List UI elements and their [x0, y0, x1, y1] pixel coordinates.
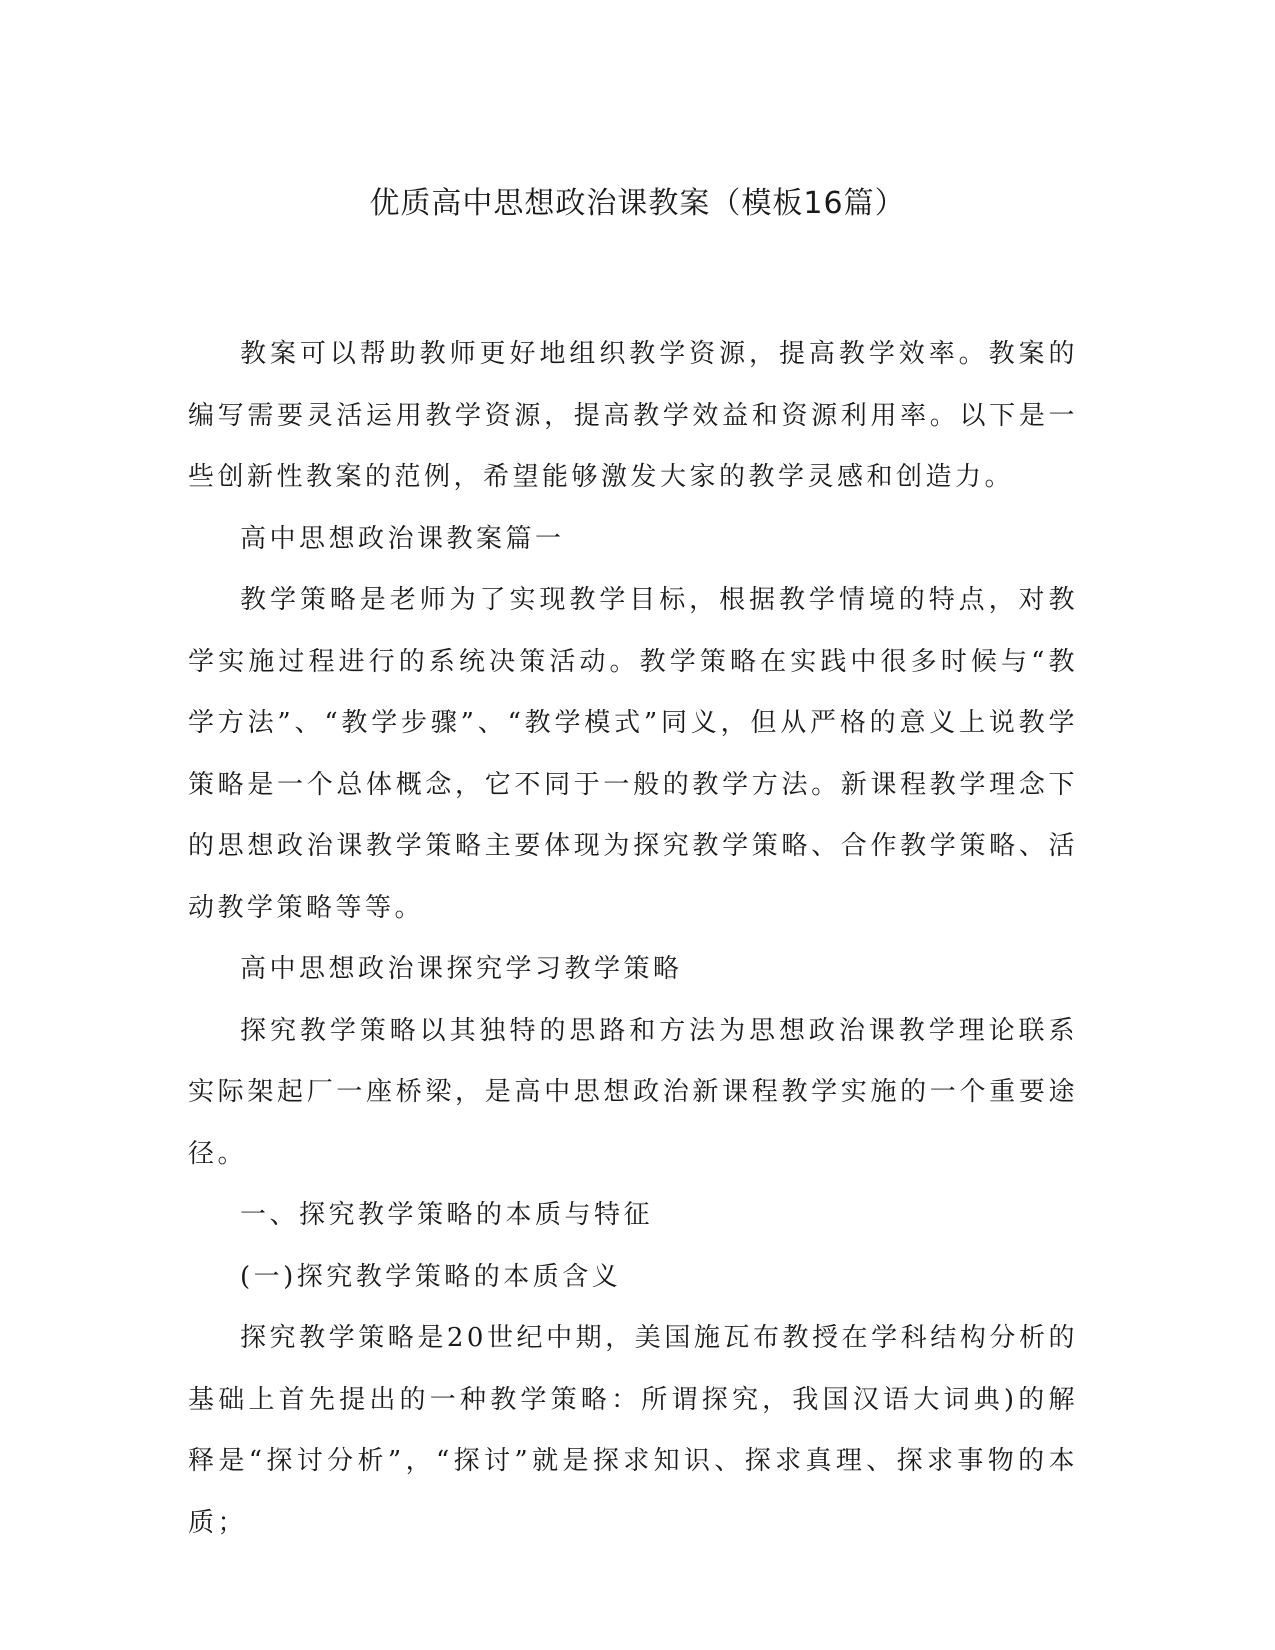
- document-body: [188, 324, 1078, 1554]
- paragraph-teaching-strategy: 教学策略是老师为了实现教学目标，根据教学情境的特点，对教学实施过程进行的系统决策活动。教学策略在实践中很多时候与“教学方法”、“教学步骤”、“教学模式”同义，但从严格的意义上说教学策略是一个总体概念，它不同于一般的教学方法。新课程教学理念下的思想政治课教学策略主要体现为探究教学策略、合作教学策略、活动教学策略等等。: [188, 585, 1078, 923]
- paragraph-inquiry-bridge: 探究教学策略以其独特的思路和方法为思想政治课教学理论联系实际架起厂一座桥梁，是高中思想政治新课程教学实施的一个重要途径。: [188, 1015, 1078, 1169]
- paragraph-inquiry-origin: 探究教学策略是20世纪中期，美国施瓦布教授在学科结构分析的基础上首先提出的一种教学策略：所谓探究，我国汉语大词典)的解释是“探讨分析”，“探讨”就是探求知识、探求真理、探求事物的本质；: [188, 1323, 1078, 1538]
- section-heading-part-one: 高中思想政治课教案篇一: [240, 523, 565, 554]
- subheading-essence-features: 一、探究教学策略的本质与特征: [240, 1200, 654, 1230]
- section-heading-inquiry-strategy: 高中思想政治课探究学习教学策略: [240, 954, 683, 984]
- subheading-essence-meaning: (一)探究教学策略的本质含义: [240, 1261, 622, 1292]
- paragraph-intro: 教案可以帮助教师更好地组织教学资源，提高教学效率。教案的编写需要灵活运用教学资源，提高教学效益和资源利用率。以下是一些创新性教案的范例，希望能够激发大家的教学灵感和创造力。: [188, 339, 1078, 492]
- document-title: 优质高中思想政治课教案（模板16篇）: [369, 186, 906, 221]
